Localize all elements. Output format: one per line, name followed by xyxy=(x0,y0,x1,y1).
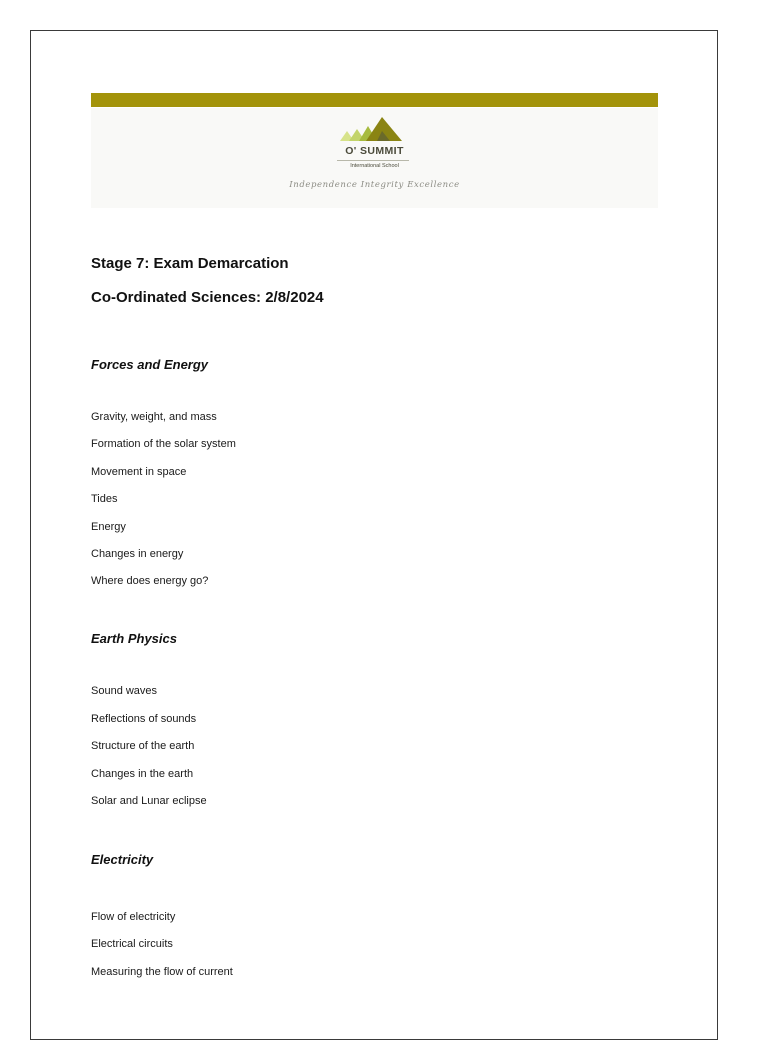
logo-school-subtitle: International School xyxy=(350,163,399,169)
section-heading-electricity: Electricity xyxy=(91,852,154,867)
section-heading-forces-and-energy: Forces and Energy xyxy=(91,357,209,372)
document-title: Stage 7: Exam Demarcation xyxy=(91,255,289,272)
mountain-logo-icon xyxy=(340,115,404,143)
logo-school-name: O' SUMMIT xyxy=(345,145,404,157)
topic-item: Reflections of sounds xyxy=(91,713,197,725)
topic-item: Energy xyxy=(91,521,126,533)
document-subtitle: Co-Ordinated Sciences: 2/8/2024 xyxy=(91,289,324,306)
school-logo xyxy=(91,108,658,208)
topic-item: Electrical circuits xyxy=(91,938,173,950)
topic-item: Sound waves xyxy=(91,685,158,697)
topic-item: Changes in energy xyxy=(91,548,184,560)
topic-item: Formation of the solar system xyxy=(91,438,236,450)
topic-item: Gravity, weight, and mass xyxy=(91,411,217,423)
topic-item: Flow of electricity xyxy=(91,911,176,923)
logo-divider xyxy=(337,160,409,161)
logo-motto: Independence Integrity Excellence xyxy=(289,180,460,190)
topic-item: Structure of the earth xyxy=(91,740,195,752)
topic-item: Movement in space xyxy=(91,466,187,478)
topic-item: Changes in the earth xyxy=(91,768,194,780)
topic-item: Solar and Lunar eclipse xyxy=(91,795,207,807)
header-accent-bar xyxy=(91,93,658,107)
section-heading-earth-physics: Earth Physics xyxy=(91,631,177,646)
topic-item: Where does energy go? xyxy=(91,575,209,587)
topic-item: Tides xyxy=(91,493,118,505)
document-page xyxy=(30,30,718,1040)
topic-item: Measuring the flow of current xyxy=(91,966,233,978)
